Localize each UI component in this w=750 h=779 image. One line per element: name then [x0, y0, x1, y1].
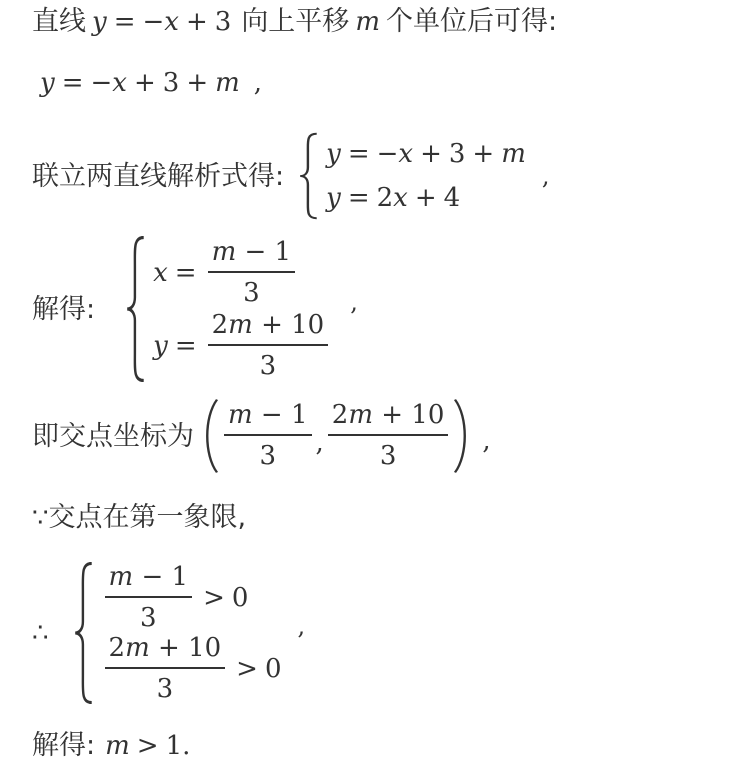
comma: ,	[297, 612, 306, 640]
solution-row-x: x = $\frac{m - 1}{3}$	[153, 236, 332, 309]
left-brace-icon	[125, 236, 147, 382]
text-label: 解得:	[32, 293, 96, 325]
simultaneous-equations	[32, 132, 550, 220]
var-x: x	[112, 68, 127, 98]
equation-row-2: y = 2 x + 4	[326, 183, 461, 213]
plus-sign: +	[185, 6, 208, 37]
var-m: m	[355, 6, 380, 37]
solution-brace-system	[125, 236, 332, 382]
minus-sign: −	[90, 68, 113, 98]
text-condition: 交点在第一象限,	[48, 502, 247, 533]
constant-3: 3	[162, 68, 180, 98]
therefore-symbol: ∴	[32, 618, 49, 648]
comma: ,	[253, 68, 263, 98]
intersection-point	[32, 398, 491, 474]
text-label: 联立两直线解析式得:	[32, 160, 285, 192]
equals-sign: =	[61, 68, 84, 98]
comma: ,	[350, 288, 358, 316]
equation-system	[298, 132, 526, 220]
var-x: x	[164, 6, 179, 37]
text-label: 即交点坐标为	[32, 420, 194, 452]
shifted-equation	[40, 70, 262, 96]
solution-system	[32, 236, 358, 382]
comma: ,	[315, 428, 324, 458]
var-y: y	[40, 68, 55, 98]
var-y: y	[92, 6, 107, 37]
answer-value: 1.	[165, 730, 191, 761]
equation-row-1: y = − x + 3 + m	[326, 139, 526, 169]
text-label: 解得:	[32, 730, 96, 761]
plus-sign: +	[186, 68, 209, 98]
equals-sign: =	[113, 6, 136, 37]
first-quadrant-condition	[32, 504, 246, 531]
fraction: $\frac{m - 1}{3}$	[224, 401, 312, 470]
final-answer	[32, 732, 190, 759]
plus-sign: +	[133, 68, 156, 98]
fraction: $\frac{2m + 10}{3}$	[208, 311, 329, 380]
comma: ,	[541, 162, 550, 190]
statement-shift	[32, 8, 557, 35]
because-symbol: ∵	[32, 502, 49, 533]
greater-than-sign: >	[136, 730, 159, 761]
text-prefix: 直线	[32, 6, 86, 37]
minus-sign: −	[142, 6, 165, 37]
inequality-brace-system	[73, 562, 282, 704]
left-paren-icon	[200, 398, 220, 474]
inequality-row-2: $\frac{2m + 10}{3}$ > 0	[101, 633, 282, 704]
fraction: $\frac{m - 1}{3}$	[105, 563, 193, 632]
left-brace-icon	[73, 562, 95, 704]
fraction: $\frac{2m + 10}{3}$	[328, 401, 449, 470]
var-m: m	[105, 730, 130, 761]
var-m: m	[215, 68, 240, 98]
inequality-row-1: $\frac{m - 1}{3}$ > 0	[101, 562, 282, 633]
solution-row-y: y = $\frac{2m + 10}{3}$	[153, 309, 332, 382]
comma: ,	[482, 426, 491, 456]
fraction: $\frac{2m + 10}{3}$	[105, 634, 226, 703]
left-brace-icon	[298, 132, 320, 220]
fraction: $\frac{m - 1}{3}$	[208, 238, 296, 307]
inequality-system	[32, 562, 305, 704]
constant-3: 3	[214, 6, 232, 37]
text-mid: 向上平移	[241, 6, 350, 37]
right-paren-icon	[452, 398, 472, 474]
text-suffix: 个单位后可得:	[385, 6, 558, 37]
